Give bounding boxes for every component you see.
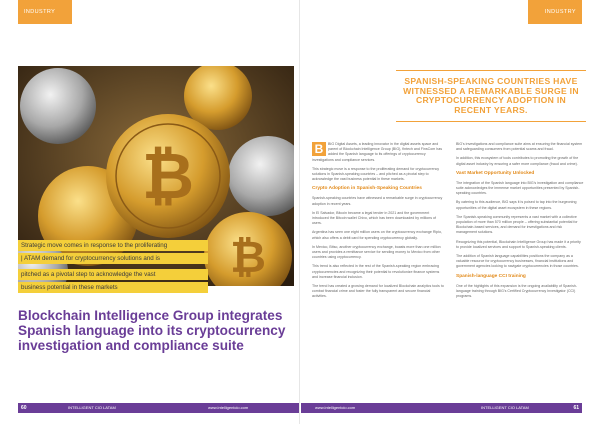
body-paragraph: The addition of Spanish language capabilities positions the company as a valuable resource for cryptocurrency businesses, financial institutions and government agencies looking to navigate cryptocurrencies in those countries. <box>456 254 579 269</box>
website-url-right[interactable]: www.intelligentcio.com <box>315 405 356 410</box>
subheading-vast-market: Vast Market Opportunity Unlocked <box>456 170 535 176</box>
body-paragraph: This strategic move is a response to the proliferating demand for cryptocurrency solutions in Spanish-speaking countries – and pitched as a pivotal step to acknowledge the vast business potential in these markets. <box>312 166 440 182</box>
drop-cap: B <box>312 142 326 156</box>
body-paragraph: By catering to this audience, BIG says it is poised to tap into the burgeoning opportunities of the digital asset ecosystem in these regions. <box>456 200 577 210</box>
body-column-1 <box>312 142 444 304</box>
page-number-right: 61 <box>573 405 579 411</box>
photo-caption <box>18 240 208 295</box>
body-paragraph: Argentina has seen one eight million users on the cryptocurrency exchange Ripio, which also offers a debit card for spending cryptocurrency globally. <box>312 230 443 240</box>
section-tab-right: INDUSTRY WATCH <box>528 0 582 24</box>
caption-line-4: business potential in these markets <box>18 282 208 293</box>
publication-name-left: INTELLIGENT CIO LATAM <box>68 405 116 410</box>
website-url-left[interactable]: www.intelligentcio.com <box>208 405 249 410</box>
body-paragraph: In Mexico, Bitso, another cryptocurrency exchange, boasts more than one million users and provides a remittance service for sending money to Mexico from other countries using cryptocurrency. <box>312 244 441 260</box>
body-paragraph: This trend is also reflected in the rest of the Spanish-speaking region embracing cryptocurrencies and recognizing their potential to revolutionize finance systems and increase financial inclusion. <box>312 264 440 279</box>
section-tab-left: INDUSTRY WATCH <box>18 0 72 24</box>
caption-line-1: Strategic move comes in response to the proliferating <box>18 240 208 251</box>
footer-left <box>18 403 299 413</box>
publication-name-right: INTELLIGENT CIO LATAM <box>481 405 529 410</box>
body-paragraph: The integration of the Spanish language into BIG's investigation and compliance suite acknowledges the immense market opportunities presented by Spanish-speaking countries. <box>456 180 584 196</box>
body-paragraph: Recognizing this potential, Blockchain Intelligence Group has made it a priority to provide localized services and support to Spanish-speaking clients. <box>456 239 581 249</box>
caption-line-3: pitched as a pivotal step to acknowledge the vast <box>18 269 208 280</box>
body-paragraph: BIG's investigations and compliance suite aims at ensuring the financial system and safeguarding consumers from potential scams and fraud. <box>456 142 583 152</box>
body-paragraph: One of the highlights of this expansion is the ongoing availability of Spanish-language training through BIG's Certified Cryptocurrency Investigator (CCI) programs. <box>456 283 578 299</box>
body-paragraph: B BIG Digital Assets, a leading innovator in the digital assets space and parent of Blockchain Intelligence Group (BIG), fintech and FinsCom has added the Spanish language to its offerings of cryptocurrency investigations and compliance services. <box>312 142 443 162</box>
page-number-left: 60 <box>21 405 27 411</box>
pull-quote: SPANISH-SPEAKING COUNTRIES HAVE WITNESSED A REMARKABLE SURGE IN CRYPTOCURRENCY ADOPTION IN RECENT YEARS. <box>396 70 586 122</box>
subheading-cci-training: Spanish-language CCI training <box>456 273 526 279</box>
body-paragraph: In El Salvador, Bitcoin became a legal tender in 2021 and the government introduced the Bitcoin wallet Chivo, which has been downloaded by millions of users. <box>312 210 437 226</box>
svg-text:₿: ₿ <box>230 232 266 283</box>
caption-line-2: | ATAM demand for cryptocurrency solutions and is <box>18 253 208 264</box>
body-paragraph: The trend has created a growing demand for localized Blockchain analytics tools to combat financial crime and foster the fully transparent and secure financial activities. <box>312 284 444 299</box>
article-headline: Blockchain Intelligence Group integrates Spanish language into its cryptocurrency investigation and compliance suite <box>18 308 286 353</box>
svg-text:₿: ₿ <box>141 140 195 214</box>
subheading-adoption: Crypto Adoption in Spanish-Speaking Countries <box>312 186 422 192</box>
body-column-2 <box>456 142 584 303</box>
footer-right <box>301 403 582 413</box>
body-paragraph: In addition, this ecosystem of tools contributes to promoting the growth of the digital asset industry by ensuring a safer more compliance (fraud and crime). <box>456 156 579 166</box>
body-paragraph: Spanish-speaking countries have witnessed a remarkable surge in cryptocurrency adoption in recent years. <box>312 196 443 206</box>
body-paragraph: The Spanish-speaking community represents a vast market with a collective population of more than 570 million people – offering substantial potential for Blockchain-based services, and demand for investigations and risk management solutions. <box>456 214 578 235</box>
